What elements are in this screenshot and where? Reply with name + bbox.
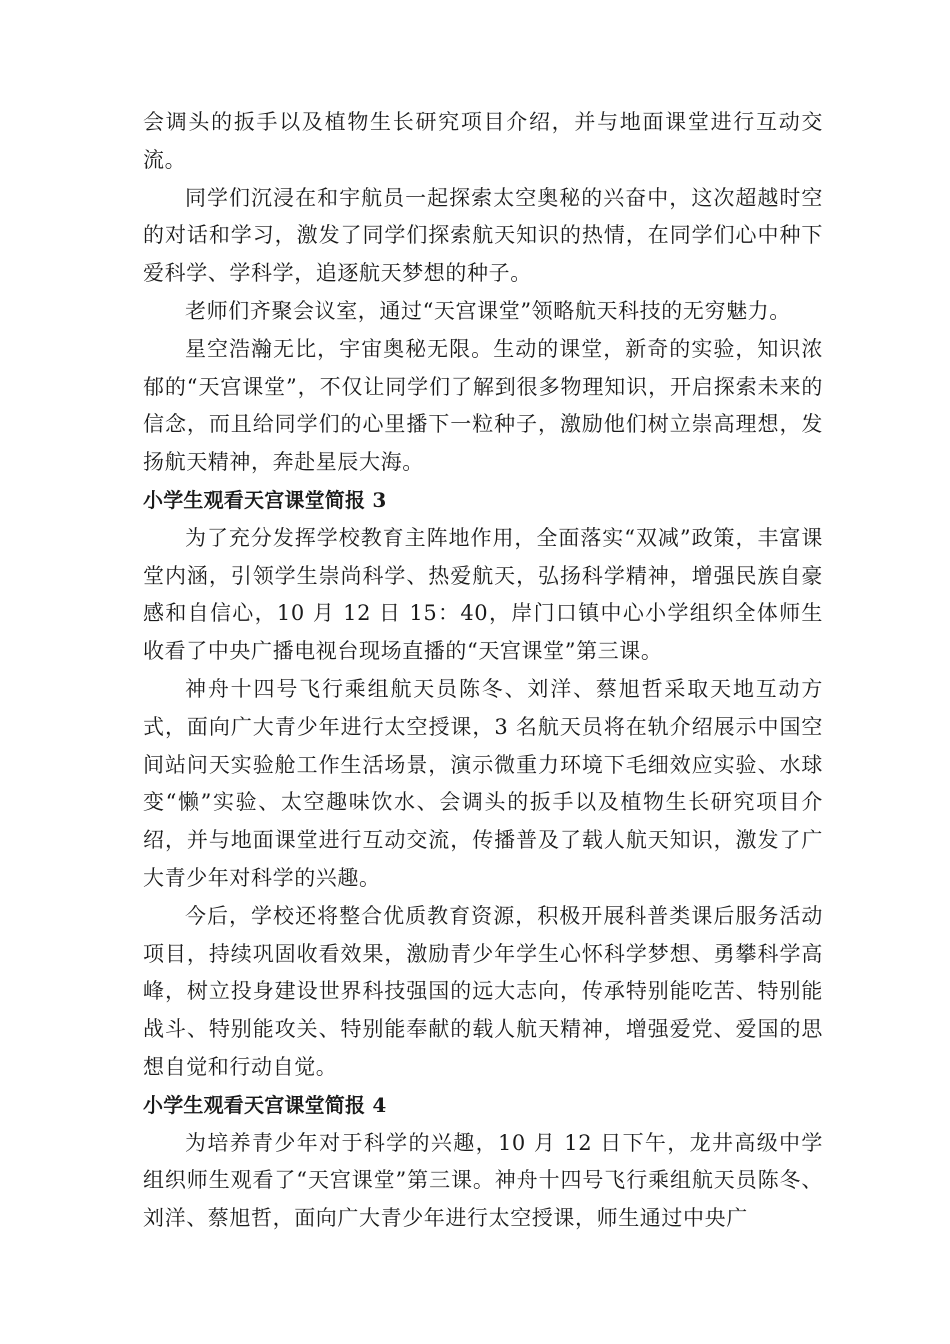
paragraph-starry-sky: 星空浩瀚无比，宇宙奥秘无限。生动的课堂，新奇的实验，知识浓郁的“天宫课堂”，不仅让同学们了解到很多物理知识，开启探索未来的信念，而且给同学们的心里播下一粒种子，激励他们树立崇高理想，发扬航天精神，奔赴星辰大海。 <box>143 336 823 475</box>
paragraph-continuation: 会调头的扳手以及植物生长研究项目介绍，并与地面课堂进行互动交流。 <box>143 110 823 172</box>
paragraph-students-excitement: 同学们沉浸在和宇航员一起探索太空奥秘的兴奋中，这次超越时空的对话和学习，激发了同学们探索航天知识的热情，在同学们心中种下爱科学、学科学，追逐航天梦想的种子。 <box>143 185 823 286</box>
paragraph-report-3-astronauts: 神舟十四号飞行乘组航天员陈冬、刘洋、蔡旭哲采取天地互动方式，面向广大青少年进行太空授课，3 名航天员将在轨介绍展示中国空间站问天实验舱工作生活场景，演示微重力环境下毛细效应实验、水球变“懒”实验、太空趣味饮水、会调头的扳手以及植物生长研究项目介绍，并与地面课堂进行互动交流，传播普及了载人航天知识，激发了广大青少年对科学的兴趣。 <box>143 676 823 890</box>
paragraph-teachers-meeting: 老师们齐聚会议室，通过“天宫课堂”领略航天科技的无穷魅力。 <box>185 298 791 323</box>
document-page <box>143 104 823 1238</box>
paragraph-report-3-future: 今后，学校还将整合优质教育资源，积极开展科普类课后服务活动项目，持续巩固收看效果，激励青少年学生心怀科学梦想、勇攀科学高峰，树立投身建设世界科技强国的远大志向，传承特别能吃苦、特别能战斗、特别能攻关、特别能奉献的载人航天精神，增强爱党、爱国的思想自觉和行动自觉。 <box>143 903 823 1079</box>
paragraph-report-3-intro: 为了充分发挥学校教育主阵地作用，全面落实“双减”政策，丰富课堂内涵，引领学生崇尚科学、热爱航天，弘扬科学精神，增强民族自豪感和自信心，10 月 12 日 15：40，岸门口镇中心小学组织全体师生收看了中央广播电视台现场直播的“天宫课堂”第三课。 <box>143 525 823 664</box>
paragraph-report-4-intro: 为培养青少年对于科学的兴趣，10 月 12 日下午，龙井高级中学组织师生观看了“天宫课堂”第三课。神舟十四号飞行乘组航天员陈冬、刘洋、蔡旭哲，面向广大青少年进行太空授课，师生通过中央广 <box>143 1130 823 1231</box>
section-heading-report-4: 小学生观看天宫课堂简报 4 <box>143 1092 387 1117</box>
section-heading-report-3: 小学生观看天宫课堂简报 3 <box>143 487 387 512</box>
